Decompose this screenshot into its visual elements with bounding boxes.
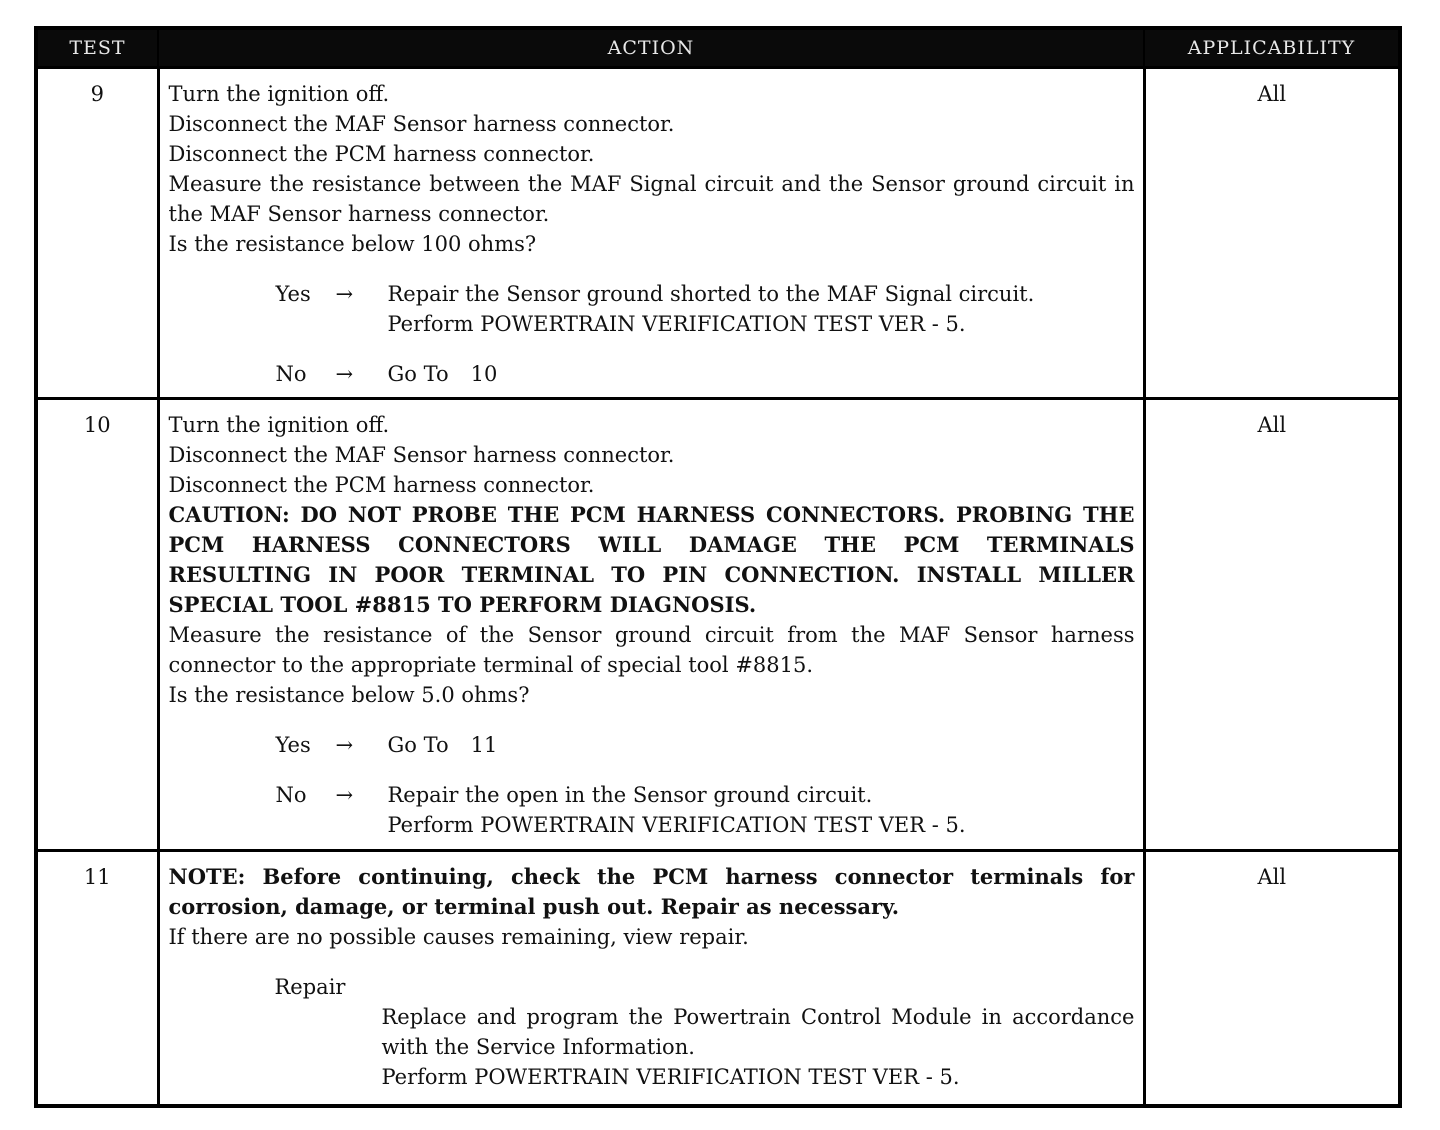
table-header-row: [38, 30, 1398, 68]
step: Disconnect the MAF Sensor harness connector.: [168, 112, 675, 136]
step: Turn the ignition off.: [168, 82, 390, 106]
test-number: 9: [38, 68, 158, 399]
header-action: ACTION: [158, 30, 1144, 68]
action-cell: [158, 68, 1144, 399]
step: Is the resistance below 5.0 ohms?: [168, 683, 530, 707]
outcome-text: Repair the Sensor ground shorted to the MAF Signal circuit.: [387, 282, 1035, 306]
header-test: TEST: [38, 30, 158, 68]
goto-link[interactable]: 10: [470, 362, 498, 386]
step: Is the resistance below 100 ohms?: [168, 232, 537, 256]
note-text: NOTE: Before continuing, check the PCM harness connector terminals for corrosion, damage, or terminal push out. Repair as necessary.: [168, 864, 1135, 919]
yes-outcome: [169, 730, 1135, 760]
right-arrow-icon: →: [335, 733, 354, 757]
step: Disconnect the PCM harness connector.: [168, 473, 595, 497]
diagnostic-table-page: [34, 26, 1402, 1108]
step: Turn the ignition off.: [168, 413, 390, 437]
step: Disconnect the PCM harness connector.: [168, 142, 595, 166]
table-row-test-11: [38, 851, 1398, 1105]
test-number: 11: [38, 851, 158, 1105]
repair-label: Repair: [274, 975, 346, 999]
no-outcome: [169, 359, 1135, 389]
diagnostic-table: [38, 30, 1398, 1105]
applicability-cell: All: [1144, 399, 1398, 851]
yes-label: Yes: [275, 282, 311, 306]
step: Disconnect the MAF Sensor harness connector.: [168, 443, 675, 467]
applicability-cell: All: [1144, 851, 1398, 1105]
yes-label: Yes: [275, 733, 311, 757]
header-applicability: APPLICABILITY: [1144, 30, 1398, 68]
step: Measure the resistance between the MAF Signal circuit and the Sensor ground circuit in the MAF Sensor harness connector.: [168, 172, 1135, 226]
table-row-test-9: [38, 68, 1398, 399]
action-cell: [158, 851, 1144, 1105]
yes-outcome: [169, 279, 1135, 339]
goto-label: Go To: [387, 733, 449, 757]
goto-link[interactable]: 11: [470, 733, 498, 757]
caution-text: CAUTION: DO NOT PROBE THE PCM HARNESS CONNECTORS. PROBING THE PCM HARNESS CONNECTORS WILL DAMAGE THE PCM TERMINALS RESULTING IN POOR TERMINAL TO PIN CONNECTION. INSTALL MILLER SPECIAL TOOL #8815 TO PERFORM DIAGNOSIS.: [168, 502, 1135, 617]
outcome-text: Perform POWERTRAIN VERIFICATION TEST VER - 5.: [387, 813, 966, 837]
applicability-cell: All: [1144, 68, 1398, 399]
repair-instruction: Replace and program the Powertrain Control Module in accordance with the Service Information.: [381, 1005, 1135, 1059]
no-label: No: [275, 362, 307, 386]
right-arrow-icon: →: [335, 783, 354, 807]
action-cell: [158, 399, 1144, 851]
step: If there are no possible causes remaining, view repair.: [168, 925, 749, 949]
no-label: No: [275, 783, 307, 807]
right-arrow-icon: →: [335, 282, 354, 306]
no-outcome: [169, 780, 1135, 840]
repair-text: [382, 1002, 1135, 1092]
test-number: 10: [38, 399, 158, 851]
outcome-text: Perform POWERTRAIN VERIFICATION TEST VER - 5.: [387, 312, 966, 336]
goto-label: Go To: [387, 362, 449, 386]
repair-perform: Perform POWERTRAIN VERIFICATION TEST VER - 5.: [381, 1065, 960, 1089]
step: Measure the resistance of the Sensor ground circuit from the MAF Sensor harness connector to the appropriate terminal of special tool #8815.: [168, 623, 1135, 677]
table-row-test-10: [38, 399, 1398, 851]
right-arrow-icon: →: [335, 362, 354, 386]
outcome-text: Repair the open in the Sensor ground circuit.: [387, 783, 873, 807]
